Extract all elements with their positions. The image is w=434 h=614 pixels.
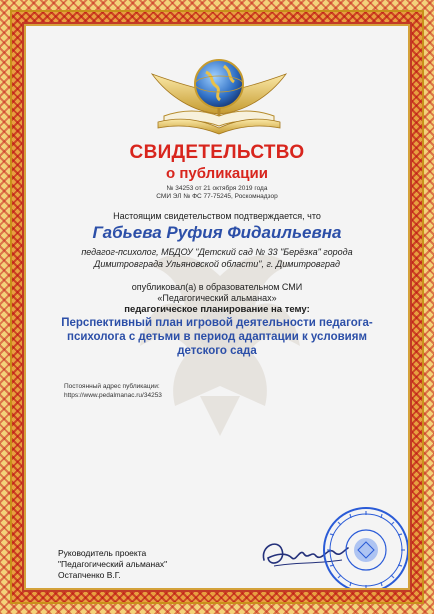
position-line-1: педагог-психолог, МБДОУ "Детский сад № 33 "Берёзка" города (81, 247, 353, 257)
certificate-title: СВИДЕТЕЛЬСТВО (129, 142, 305, 163)
recipient-position (56, 246, 378, 270)
position-line-2: Димитровграда Ульяновской области", г. Димитровград (94, 259, 340, 269)
globe-book-emblem-icon (144, 52, 294, 138)
publication-topic (48, 316, 386, 358)
leader-role: Руководитель проекта (58, 548, 147, 558)
topic-line-3: детского сада (177, 345, 257, 357)
confirmation-text: Настоящим свидетельством подтверждается, что (113, 211, 321, 221)
leader-name: Остапченко В.Г. (58, 570, 121, 580)
recipient-name: Габьева Руфия Фидаильевна (92, 223, 342, 242)
address-label: Постоянный адрес публикации: (64, 383, 160, 390)
round-seal-stamp-icon (322, 506, 410, 590)
registration-info: СМИ ЭЛ № ФС 77-75245, Роскомнадзор (156, 193, 278, 200)
topic-line-1: Перспективный план игровой деятельности педагога- (61, 317, 373, 329)
topic-line-2: психолога с детьми в период адаптации к условиям (67, 331, 367, 343)
journal-name: «Педагогический альманах» (157, 293, 277, 303)
certificate-number: № 34253 от 21 октября 2019 года (166, 185, 268, 192)
published-text: опубликовал(а) в образовательном СМИ (131, 282, 303, 292)
leader-journal: "Педагогический альманах" (58, 559, 168, 569)
address-url: https://www.pedalmanac.ru/34253 (64, 392, 162, 399)
certificate-body (24, 24, 410, 590)
certificate-subtitle: о публикации (166, 165, 268, 182)
certificate-content (26, 26, 408, 588)
topic-intro: педагогическое планирование на тему: (124, 304, 310, 315)
